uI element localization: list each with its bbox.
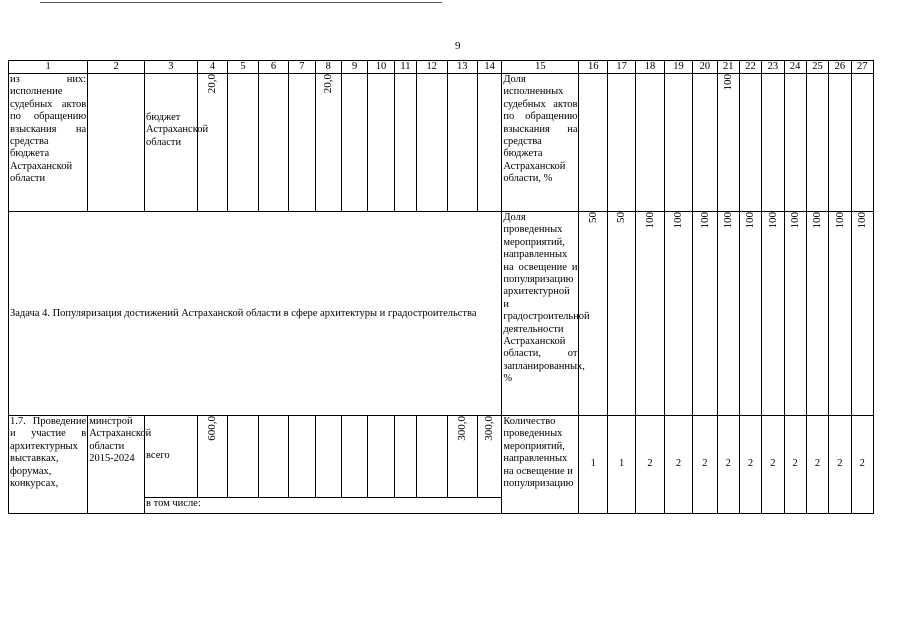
col-header: 25 [806, 61, 828, 74]
indicator-value: 100 [721, 212, 734, 229]
col-header: 6 [258, 61, 288, 74]
empty-cell [806, 74, 828, 212]
empty-cell [258, 416, 288, 498]
indicator-value: 50 [586, 212, 599, 223]
col-header: 10 [368, 61, 394, 74]
col-header: 18 [636, 61, 664, 74]
indicator-value: 100 [833, 212, 846, 229]
indicator-value: 100 [721, 74, 734, 91]
indicator-value: 100 [744, 212, 757, 229]
empty-cell [289, 74, 315, 212]
col-header: 13 [447, 61, 477, 74]
indicator-value: 1 [579, 416, 607, 514]
indicator-value: 2 [739, 416, 761, 514]
indicator-cell [762, 212, 784, 416]
col-header: 8 [315, 61, 341, 74]
amount-cell [315, 74, 341, 212]
indicator-value: 2 [693, 416, 717, 514]
indicator-value: 100 [672, 212, 685, 229]
empty-cell [851, 74, 874, 212]
indicator-value: 2 [851, 416, 874, 514]
col-header: 1 [9, 61, 88, 74]
indicator-value: 2 [717, 416, 739, 514]
col-header: 22 [739, 61, 761, 74]
indicator-cell [851, 212, 874, 416]
empty-cell [88, 74, 145, 212]
indicator-cell [717, 212, 739, 416]
indicator-value: 100 [698, 212, 711, 229]
indicator-value: 100 [788, 212, 801, 229]
indicator-value: 2 [664, 416, 692, 514]
col-header: 4 [197, 61, 227, 74]
col-header: 12 [417, 61, 447, 74]
col-header: 21 [717, 61, 739, 74]
table-row [9, 74, 874, 212]
empty-cell [829, 74, 851, 212]
header-row [9, 61, 874, 74]
empty-cell [368, 416, 394, 498]
indicator-value: 2 [806, 416, 828, 514]
indicator-name: Доля исполненных судебных актов по обращению взыскания на средства бюджета Астраханской области, % [502, 74, 579, 212]
amount-value: 300,0 [483, 416, 496, 441]
indicator-cell [636, 212, 664, 416]
empty-cell [368, 74, 394, 212]
indicator-value: 100 [766, 212, 779, 229]
empty-cell [664, 74, 692, 212]
page-number: 9 [455, 40, 461, 52]
indicator-name: Количество проведенных мероприятий, направленных на освещение и популяризацию [502, 416, 579, 514]
col-header: 7 [289, 61, 315, 74]
indicator-value: 100 [643, 212, 656, 229]
empty-cell [762, 74, 784, 212]
executor: минстрой Астраханской области 2015-2024 [88, 416, 145, 514]
empty-cell [579, 74, 607, 212]
col-header: 11 [394, 61, 416, 74]
program-table [8, 60, 874, 514]
empty-cell [341, 416, 367, 498]
col-header: 19 [664, 61, 692, 74]
indicator-value: 2 [784, 416, 806, 514]
amount-cell [447, 416, 477, 498]
col-header: 20 [693, 61, 717, 74]
empty-cell [607, 74, 635, 212]
col-header: 3 [145, 61, 198, 74]
amount-value: 600,0 [206, 416, 219, 441]
col-header: 2 [88, 61, 145, 74]
empty-cell [315, 416, 341, 498]
table-row [9, 212, 874, 416]
top-rule [40, 2, 442, 3]
indicator-value: 2 [636, 416, 664, 514]
amount-cell [477, 416, 501, 498]
amount-value: 20,0 [322, 74, 335, 94]
indicator-cell [607, 212, 635, 416]
amount-cell [197, 416, 227, 498]
empty-cell [417, 74, 447, 212]
empty-cell [394, 74, 416, 212]
task-title: Задача 4. Популяризация достижений Астраханской области в сфере архитектуры и градостроительства [9, 212, 502, 416]
empty-cell [228, 74, 258, 212]
funding-source: всего [145, 416, 198, 498]
col-header: 16 [579, 61, 607, 74]
measure-name: 1.7. Проведение и участие в архитектурных выставках, форумах, конкурсах, [9, 416, 88, 514]
col-header: 23 [762, 61, 784, 74]
empty-cell [477, 74, 501, 212]
col-header: 27 [851, 61, 874, 74]
col-header: 14 [477, 61, 501, 74]
indicator-value: 100 [856, 212, 869, 229]
empty-cell [636, 74, 664, 212]
col-header: 5 [228, 61, 258, 74]
empty-cell [739, 74, 761, 212]
empty-cell [784, 74, 806, 212]
table-row [9, 416, 874, 498]
col-header: 26 [829, 61, 851, 74]
empty-cell [341, 74, 367, 212]
indicator-value: 2 [829, 416, 851, 514]
empty-cell [693, 74, 717, 212]
indicator-cell [717, 74, 739, 212]
col-header: 15 [502, 61, 579, 74]
measure-name: из них: исполнение судебных актов по обращению взыскания на средства бюджета Астраханской области [9, 74, 88, 212]
indicator-cell [784, 212, 806, 416]
empty-cell [228, 416, 258, 498]
amount-value: 20,0 [206, 74, 219, 94]
indicator-value: 50 [615, 212, 628, 223]
empty-cell [289, 416, 315, 498]
amount-cell [197, 74, 227, 212]
indicator-cell [664, 212, 692, 416]
subrow-label: в том числе: [145, 498, 502, 514]
indicator-cell [806, 212, 828, 416]
empty-cell [258, 74, 288, 212]
indicator-value: 2 [762, 416, 784, 514]
amount-value: 300,0 [456, 416, 469, 441]
funding-source: бюджет Астраханской области [145, 74, 198, 212]
indicator-value: 1 [607, 416, 635, 514]
col-header: 24 [784, 61, 806, 74]
indicator-cell [829, 212, 851, 416]
indicator-cell [693, 212, 717, 416]
empty-cell [447, 74, 477, 212]
col-header: 17 [607, 61, 635, 74]
indicator-value: 100 [811, 212, 824, 229]
indicator-name: Доля проведенных мероприятий, направленных на освещение и популяризацию архитектурной и градостроительной деятельности Астраханской области, от запланированных, % [502, 212, 579, 416]
empty-cell [417, 416, 447, 498]
empty-cell [394, 416, 416, 498]
col-header: 9 [341, 61, 367, 74]
indicator-cell [739, 212, 761, 416]
